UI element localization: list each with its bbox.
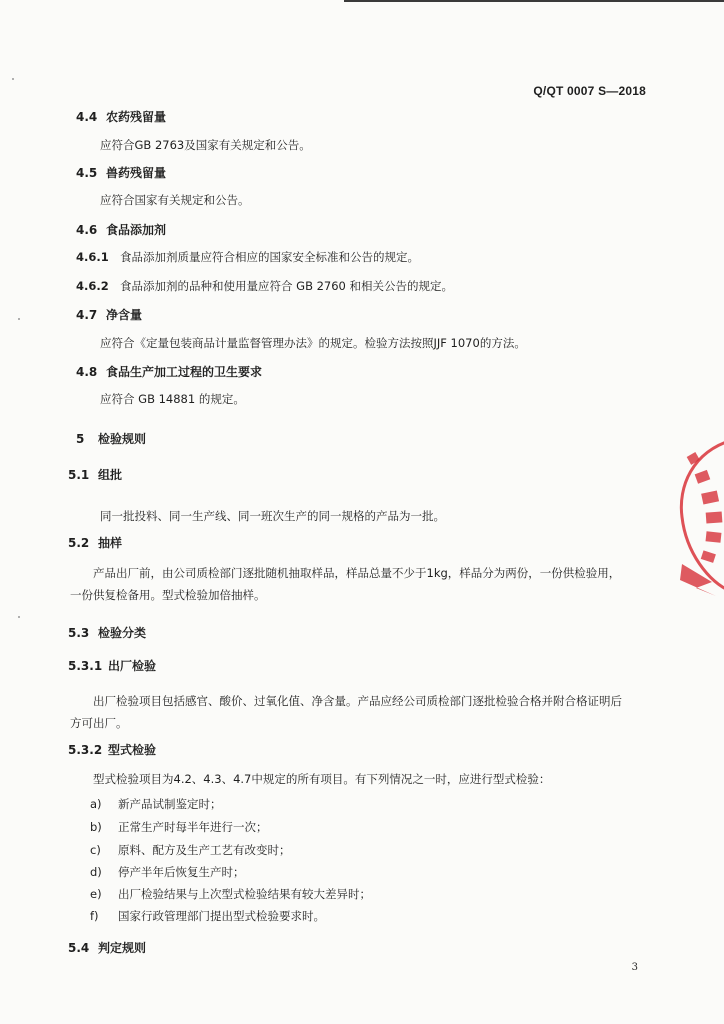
list-marker: a) xyxy=(90,797,102,811)
scan-edge-line xyxy=(344,0,724,2)
list-text: 国家行政管理部门提出型式检验要求时。 xyxy=(118,909,325,923)
document-code: Q/QT 0007 S—2018 xyxy=(533,84,646,98)
section-heading-4-8 xyxy=(76,363,262,380)
section-heading-5-1 xyxy=(68,466,122,483)
section-heading-4-6 xyxy=(76,221,166,238)
section-heading-5-3-1 xyxy=(68,657,156,674)
section-text-4-7: 应符合《定量包装商品计量监督管理办法》的规定。检验方法按照JJF 1070的方法。 xyxy=(100,336,526,350)
section-text-5-3-1: 出厂检验项目包括感官、酸价、过氧化值、净含量。产品应经公司质检部门逐批检验合格并附合格证明后方可出厂。 xyxy=(70,694,622,730)
section-number: 5.3 xyxy=(68,626,90,640)
section-title: 抽样 xyxy=(98,536,123,550)
section-number: 4.8 xyxy=(76,365,98,379)
list-item xyxy=(90,886,371,902)
section-title: 检验分类 xyxy=(98,626,147,640)
section-title: 出厂检验 xyxy=(108,659,157,673)
section-text-4-8: 应符合 GB 14881 的规定。 xyxy=(100,392,245,406)
scan-speck xyxy=(18,616,20,618)
section-number: 5.3.1 xyxy=(68,659,103,673)
list-marker: d) xyxy=(90,865,102,879)
section-heading-5-2 xyxy=(68,534,122,551)
list-text: 原料、配方及生产工艺有改变时； xyxy=(118,843,291,857)
scan-speck xyxy=(12,78,14,80)
section-text-4-5: 应符合国家有关规定和公告。 xyxy=(100,193,250,207)
list-item xyxy=(90,864,245,880)
section-heading-5 xyxy=(76,430,146,447)
section-number: 5.1 xyxy=(68,468,90,482)
list-marker: e) xyxy=(90,887,102,901)
section-number: 4.5 xyxy=(76,166,98,180)
list-text: 停产半年后恢复生产时； xyxy=(118,865,245,879)
section-heading-4-7 xyxy=(76,306,142,323)
list-marker: f) xyxy=(90,909,99,923)
section-number: 4.4 xyxy=(76,110,98,124)
clause-text: 食品添加剂的品种和使用量应符合 GB 2760 和相关公告的规定。 xyxy=(120,279,454,293)
list-marker: c) xyxy=(90,843,101,857)
list-item xyxy=(90,819,268,835)
section-number: 5 xyxy=(76,432,85,446)
section-text-5-2: 产品出厂前，由公司质检部门逐批随机抽取样品，样品总量不少于1kg，样品分为两份，一份供检验用，一份供复检备用。型式检验加倍抽样。 xyxy=(70,566,621,602)
section-title: 净含量 xyxy=(106,308,143,322)
clause-text: 食品添加剂质量应符合相应的国家安全标准和公告的规定。 xyxy=(120,250,419,264)
section-title: 检验规则 xyxy=(98,432,147,446)
section-number: 4.6 xyxy=(76,223,98,237)
section-heading-4-5 xyxy=(76,164,166,181)
section-text-4-4: 应符合GB 2763及国家有关规定和公告。 xyxy=(100,138,311,152)
section-title: 组批 xyxy=(98,468,123,482)
section-title: 食品添加剂 xyxy=(106,223,167,237)
list-item xyxy=(90,796,222,812)
section-number: 5.2 xyxy=(68,536,90,550)
section-heading-5-3-2 xyxy=(68,741,156,758)
section-text-5-1: 同一批投料、同一生产线、同一班次生产的同一规格的产品为一批。 xyxy=(100,509,445,523)
list-marker: b) xyxy=(90,820,102,834)
list-text: 新产品试制鉴定时； xyxy=(118,797,222,811)
section-title: 食品生产加工过程的卫生要求 xyxy=(106,365,263,379)
section-number: 4.7 xyxy=(76,308,98,322)
section-heading-5-3 xyxy=(68,624,146,641)
red-seal-stamp-icon xyxy=(672,432,724,602)
clause-4-6-1 xyxy=(76,252,419,264)
clause-4-6-2 xyxy=(76,281,453,293)
list-item xyxy=(90,908,325,924)
page-number: 3 xyxy=(631,962,638,973)
section-number: 5.4 xyxy=(68,941,90,955)
clause-number: 4.6.2 xyxy=(76,279,109,293)
section-heading-4-4 xyxy=(76,108,166,125)
section-number: 5.3.2 xyxy=(68,743,103,757)
list-text: 正常生产时每半年进行一次； xyxy=(118,820,268,834)
section-title: 兽药残留量 xyxy=(106,166,167,180)
scan-speck xyxy=(18,318,20,320)
list-text: 出厂检验结果与上次型式检验结果有较大差异时； xyxy=(118,887,371,901)
section-title: 型式检验 xyxy=(108,743,157,757)
section-title: 判定规则 xyxy=(98,941,147,955)
clause-number: 4.6.1 xyxy=(76,250,109,264)
section-text-5-3-2: 型式检验项目为4.2、4.3、4.7中规定的所有项目。有下列情况之一时，应进行型式检验： xyxy=(93,772,551,786)
list-item xyxy=(90,842,291,858)
section-heading-5-4 xyxy=(68,939,146,956)
section-title: 农药残留量 xyxy=(106,110,167,124)
